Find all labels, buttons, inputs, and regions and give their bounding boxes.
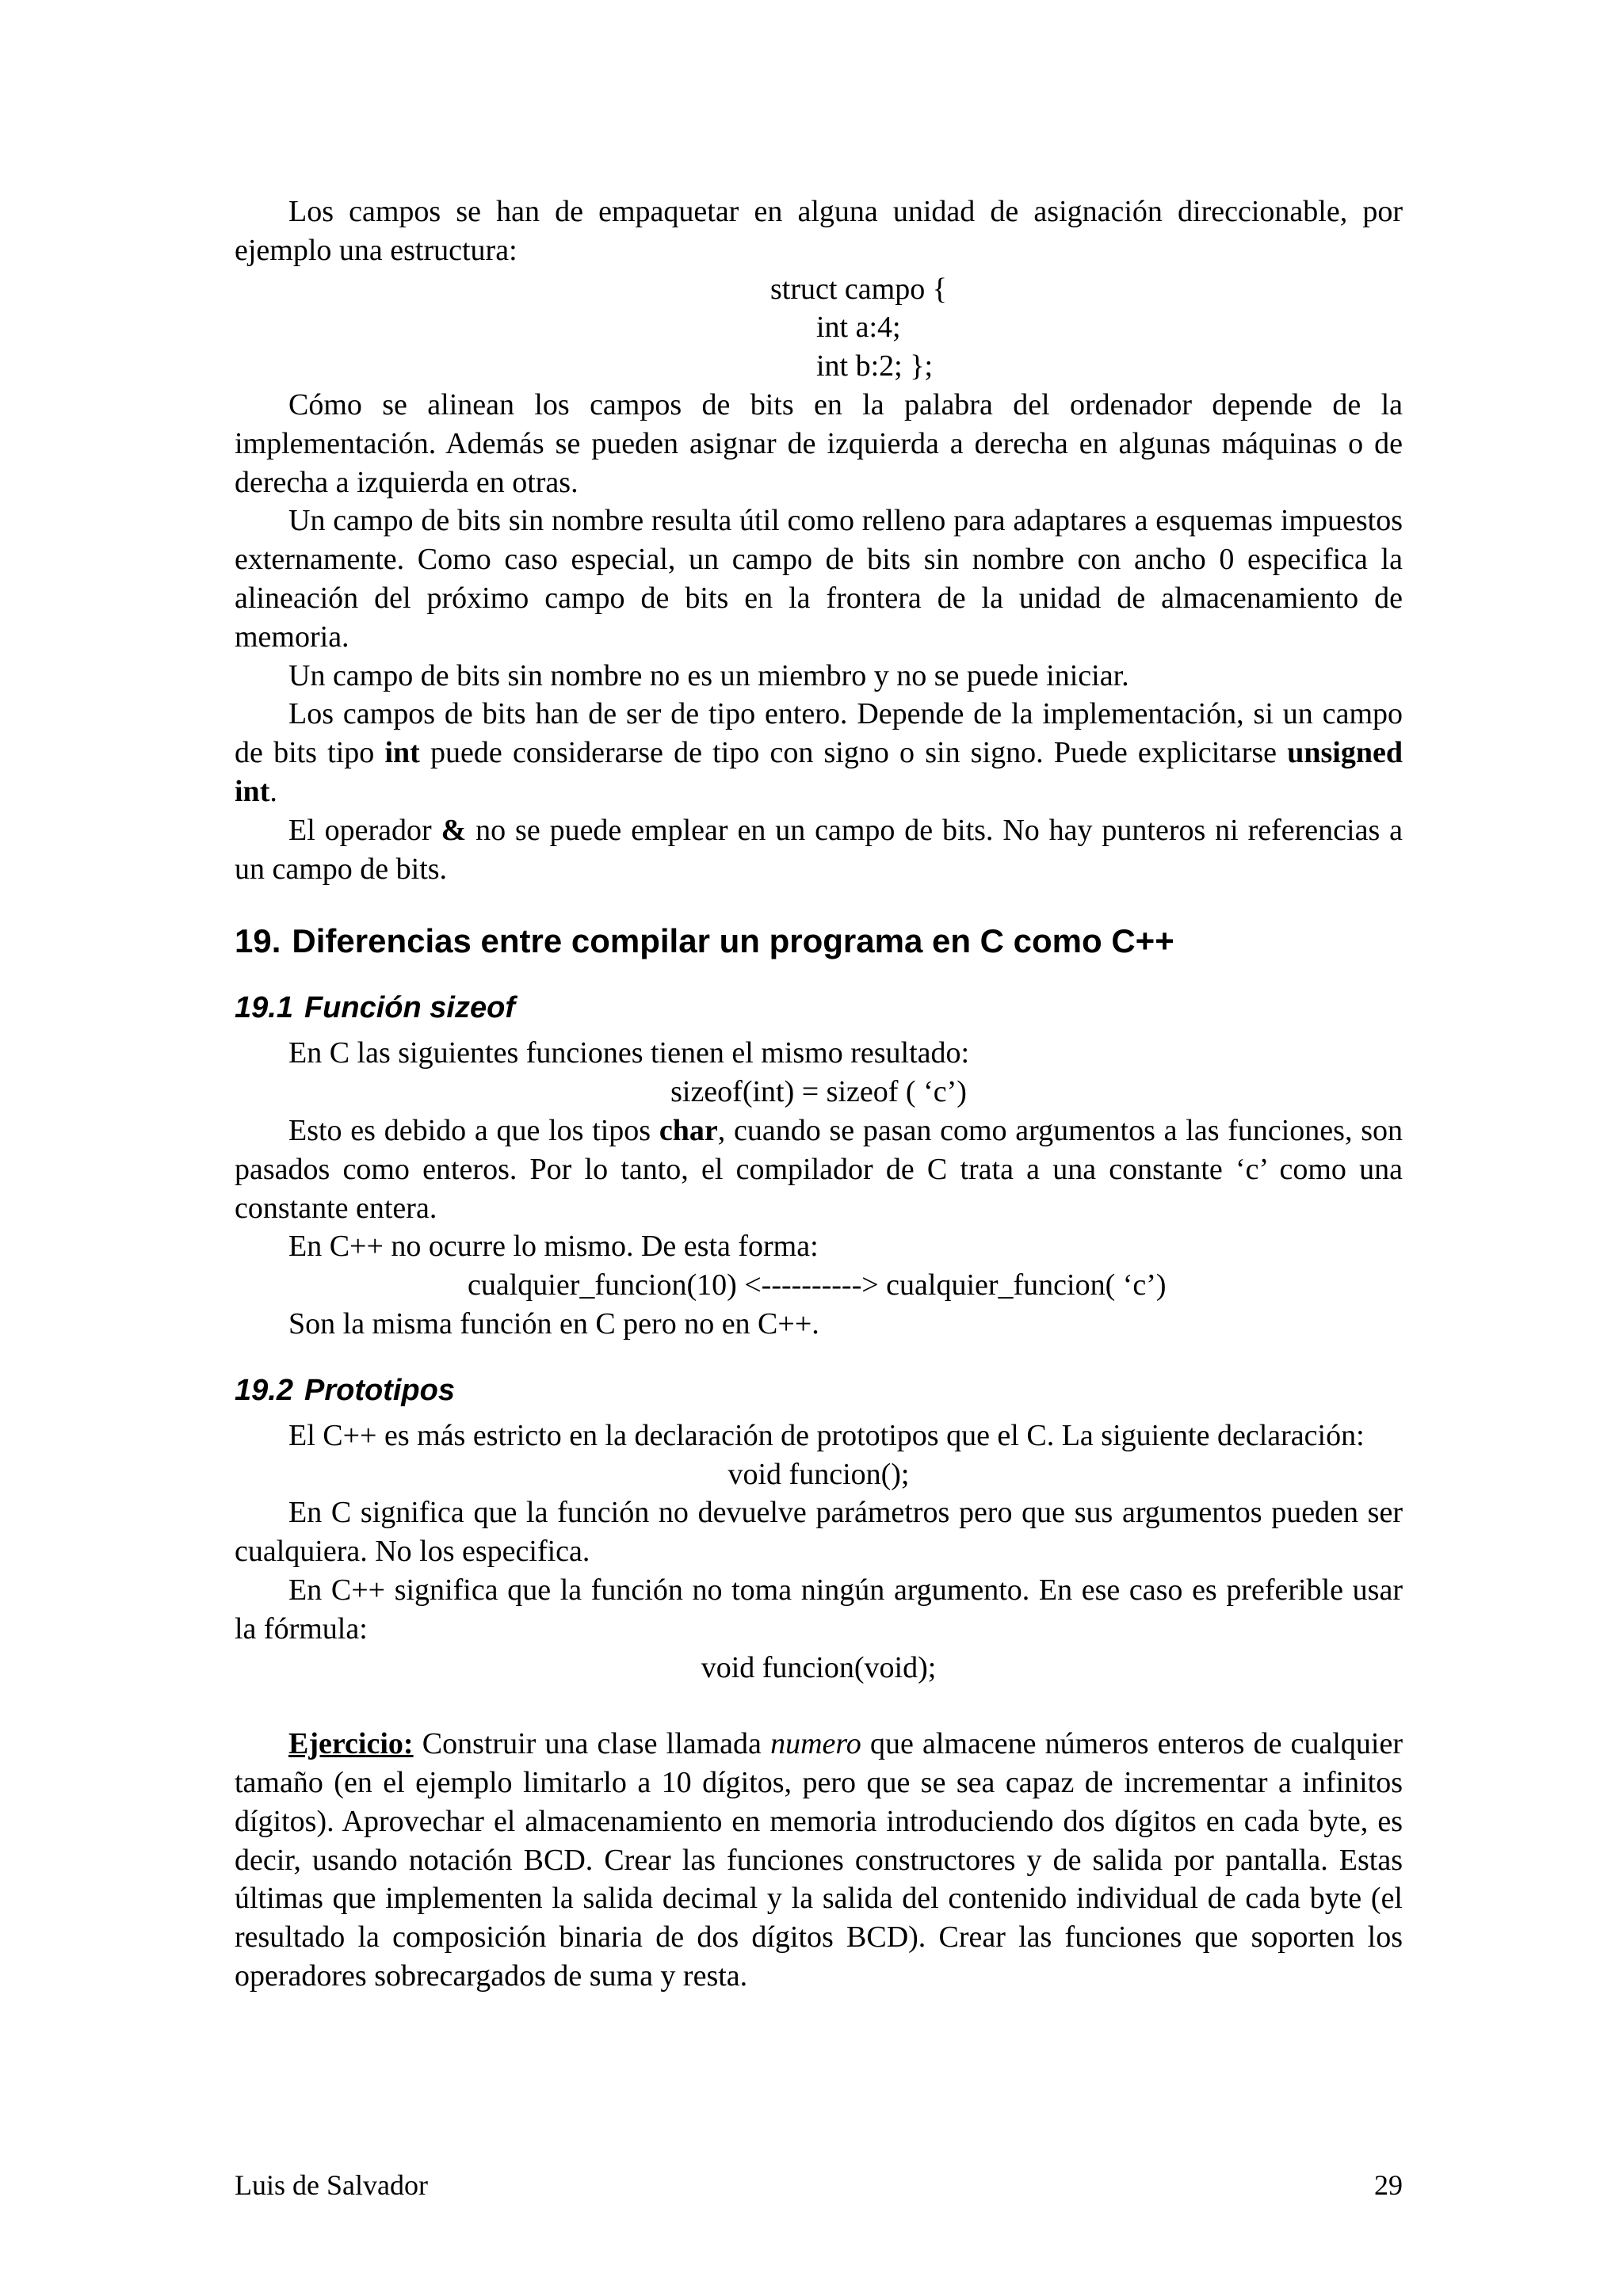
section-title: Diferencias entre compilar un programa en C como C++: [292, 922, 1174, 960]
section-19-heading: [235, 921, 1403, 961]
code-void-funcion: void funcion();: [727, 1457, 910, 1491]
subsection-title: Función sizeof: [304, 991, 515, 1025]
keyword-unsigned-int: unsigned int: [235, 736, 1403, 808]
intro-paragraph-2: Cómo se alinean los campos de bits en la palabra del ordenador depende de la implementación. Además se pueden asignar de izquierda a derecha en algunas máquinas o de derecha a izquierda en otras.: [235, 387, 1403, 499]
text-run: .: [269, 774, 277, 808]
page-number: 29: [1374, 2169, 1403, 2201]
operator-ampersand: &: [441, 813, 467, 847]
keyword-char: char: [659, 1113, 718, 1147]
sizeof-paragraph-1: En C las siguientes funciones tienen el mismo resultado:: [288, 1036, 970, 1070]
sizeof-paragraph-3: En C++ no ocurre lo mismo. De esta forma:: [288, 1230, 819, 1264]
intro-paragraph-3: Un campo de bits sin nombre resulta útil como relleno para adaptares a esquemas impuestos externamente. Como caso especial, un campo de bits sin nombre con ancho 0 especifica la alineación del próximo campo de bits en la frontera de la unidad de almacenamiento de memoria.: [235, 504, 1403, 654]
footer-author: Luis de Salvador: [235, 2169, 428, 2201]
code-struct-line-1: struct campo {: [770, 272, 947, 306]
text-run: puede considerarse de tipo con signo o sin signo. Puede explicitarse: [419, 736, 1288, 770]
class-name-numero: numero: [770, 1727, 861, 1761]
page-content: [235, 193, 1403, 1996]
code-equivalence: cualquier_funcion(10) <----------> cualquier_funcion( ‘c’): [468, 1268, 1167, 1302]
subsection-19-2-heading: [235, 1372, 1403, 1409]
intro-paragraph-1: Los campos se han de empaquetar en alguna unidad de asignación direccionable, por ejemplo una estructura:: [235, 195, 1403, 267]
prototipos-paragraph-2: En C significa que la función no devuelve parámetros pero que sus argumentos pueden ser cualquiera. No los especifica.: [235, 1496, 1403, 1569]
text-run: Construir una clase llamada: [413, 1727, 771, 1761]
text-run: Los campos de bits han de ser de tipo entero. Depende de la implementación, si un campo de bits tipo: [235, 697, 1403, 770]
text-run: Esto es debido a que los tipos: [288, 1113, 659, 1147]
code-struct-line-3: int b:2; };: [816, 349, 934, 383]
code-struct-line-2: int a:4;: [816, 311, 901, 345]
keyword-int: int: [384, 736, 420, 770]
text-run: El operador: [288, 813, 441, 847]
sizeof-paragraph-4: Son la misma función en C pero no en C++.: [288, 1306, 819, 1341]
section-number: 19.: [235, 922, 281, 960]
subsection-number: 19.1: [235, 991, 293, 1025]
text-run: , cuando se pasan como argumentos a las funciones, son pasados como enteros. Por lo tanto, el compilador de C trata a una constante ‘c’ como una constante entera.: [235, 1113, 1403, 1225]
exercise-paragraph: [235, 1725, 1403, 1996]
prototipos-paragraph-3: En C++ significa que la función no toma ningún argumento. En ese caso es preferible usar la fórmula:: [235, 1573, 1403, 1646]
code-void-funcion-void: void funcion(void);: [701, 1650, 937, 1684]
sizeof-paragraph-2: [235, 1112, 1403, 1227]
text-run: no se puede emplear en un campo de bits. No hay punteros ni referencias a un campo de bits.: [235, 813, 1403, 886]
code-sizeof: sizeof(int) = sizeof ( ‘c’): [670, 1075, 967, 1109]
subsection-19-1-heading: [235, 990, 1403, 1026]
intro-paragraph-6: [235, 811, 1403, 889]
prototipos-paragraph-1: El C++ es más estricto en la declaración de prototipos que el C. La siguiente declaración:: [288, 1418, 1365, 1452]
exercise-label: Ejercicio:: [288, 1727, 414, 1761]
intro-paragraph-5: [235, 695, 1403, 810]
spacer: [235, 1687, 1403, 1725]
intro-paragraph-4: Un campo de bits sin nombre no es un miembro y no se puede iniciar.: [288, 658, 1129, 692]
subsection-title: Prototipos: [304, 1373, 455, 1407]
subsection-number: 19.2: [235, 1373, 293, 1407]
text-run: que almacene números enteros de cualquier tamaño (en el ejemplo limitarlo a 10 dígitos, pero que se sea capaz de incrementar a infinitos dígitos). Aprovechar el almacenamiento en memoria introduciendo dos dígitos en cada byte, es decir, usando notación BCD. Crear las funciones constructores y de salida por pantalla. Estas últimas que implementen la salida decimal y la salida del contenido individual de cada byte (el resultado la composición binaria de dos dígitos BCD). Crear las funciones que soporten los operadores sobrecargados de suma y resta.: [235, 1727, 1403, 1993]
